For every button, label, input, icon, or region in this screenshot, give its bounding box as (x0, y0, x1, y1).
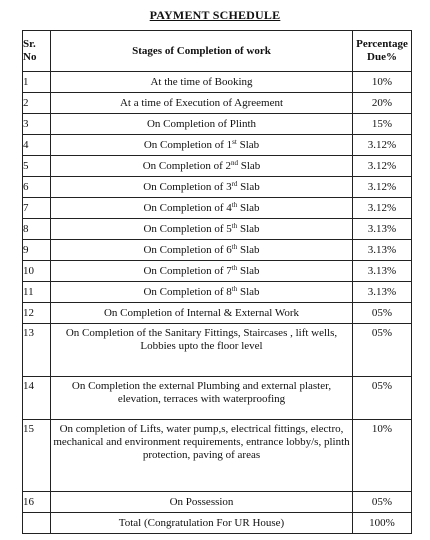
table-row (23, 240, 412, 261)
ordinal-suffix: th (231, 200, 238, 209)
header-sr-line2: No (23, 51, 37, 63)
row-stage: On Completion of Internal & External Work (51, 303, 353, 324)
row-stage: On Possession (51, 492, 353, 513)
row-percentage: 20% (353, 93, 412, 114)
row-stage: At a time of Execution of Agreement (51, 93, 353, 114)
payment-schedule-table (22, 30, 412, 534)
table-row (23, 198, 412, 219)
row-stage: On completion of Lifts, water pump,s, electrical fittings, electro, mechanical and environment requirements, entrance lobby/s, plinth protection, paving of areas (51, 420, 353, 492)
row-sr: 7 (23, 198, 51, 219)
ordinal-suffix: st (232, 137, 237, 146)
row-percentage: 10% (353, 420, 412, 492)
page-title (0, 8, 430, 23)
total-label: Total (Congratulation For UR House) (51, 513, 353, 534)
row-stage (51, 135, 353, 156)
header-pct-line2: Due% (367, 51, 397, 63)
stage-text: On Completion of 4 (143, 201, 232, 214)
row-stage: On Completion of the Sanitary Fittings, Staircases , lift wells, Lobbies upto the floor level (51, 324, 353, 377)
table-total-row (23, 513, 412, 534)
table-row (23, 282, 412, 303)
row-percentage: 3.12% (353, 177, 412, 198)
header-percentage (353, 31, 412, 72)
table-row (23, 324, 412, 377)
table-row (23, 420, 412, 492)
stage-text: On Completion of 2 (142, 159, 231, 172)
row-percentage: 3.13% (353, 219, 412, 240)
table-row (23, 156, 412, 177)
row-percentage: 3.12% (353, 198, 412, 219)
table-row (23, 492, 412, 513)
stage-text-suffix: Slab (237, 222, 260, 235)
row-sr: 2 (23, 93, 51, 114)
row-stage (51, 219, 353, 240)
ordinal-suffix: rd (231, 179, 238, 188)
row-stage: At the time of Booking (51, 72, 353, 93)
ordinal-suffix: th (231, 284, 238, 293)
row-stage: On Completion of Plinth (51, 114, 353, 135)
row-stage (51, 240, 353, 261)
row-sr: 10 (23, 261, 51, 282)
table-row (23, 114, 412, 135)
row-percentage: 10% (353, 72, 412, 93)
row-sr: 14 (23, 377, 51, 420)
row-stage (51, 198, 353, 219)
row-percentage: 15% (353, 114, 412, 135)
table-row (23, 93, 412, 114)
table-row (23, 135, 412, 156)
row-sr: 3 (23, 114, 51, 135)
stage-text: On Completion of 7 (143, 264, 232, 277)
stage-text: On Completion of 1 (143, 138, 233, 151)
stage-text: On Completion of 5 (143, 222, 232, 235)
table-row (23, 261, 412, 282)
row-percentage: 3.13% (353, 282, 412, 303)
stage-text: On Completion of 3 (143, 180, 232, 193)
row-sr: 13 (23, 324, 51, 377)
page-title-text: PAYMENT SCHEDULE (149, 8, 281, 22)
table-header-row (23, 31, 412, 72)
ordinal-suffix: th (231, 242, 238, 251)
stage-text-suffix: Slab (237, 180, 260, 193)
row-percentage: 3.12% (353, 135, 412, 156)
row-sr: 9 (23, 240, 51, 261)
stage-text-suffix: Slab (237, 264, 260, 277)
ordinal-suffix: th (231, 263, 238, 272)
row-stage (51, 282, 353, 303)
row-percentage: 05% (353, 492, 412, 513)
stage-text-suffix: Slab (236, 138, 260, 151)
stage-text: On Completion of 8 (143, 285, 232, 298)
row-percentage: 3.13% (353, 240, 412, 261)
row-sr: 11 (23, 282, 51, 303)
row-stage: On Completion the external Plumbing and external plaster, elevation, terraces with waterproofing (51, 377, 353, 420)
row-sr: 16 (23, 492, 51, 513)
row-sr: 15 (23, 420, 51, 492)
row-sr: 5 (23, 156, 51, 177)
row-stage (51, 261, 353, 282)
row-sr: 12 (23, 303, 51, 324)
table-row (23, 177, 412, 198)
table-row (23, 219, 412, 240)
row-sr: 6 (23, 177, 51, 198)
row-stage (51, 177, 353, 198)
row-stage (51, 156, 353, 177)
header-sr-line1: Sr. (23, 38, 36, 50)
header-stage: Stages of Completion of work (51, 31, 353, 72)
row-sr: 1 (23, 72, 51, 93)
header-sr-no (23, 31, 51, 72)
row-percentage: 3.13% (353, 261, 412, 282)
row-percentage: 05% (353, 303, 412, 324)
row-percentage: 3.12% (353, 156, 412, 177)
table-row (23, 303, 412, 324)
ordinal-suffix: nd (231, 158, 238, 167)
row-sr: 4 (23, 135, 51, 156)
stage-text-suffix: Slab (238, 159, 261, 172)
stage-text-suffix: Slab (237, 285, 260, 298)
stage-text-suffix: Slab (237, 201, 260, 214)
header-pct-line1: Percentage (356, 38, 408, 50)
ordinal-suffix: th (231, 221, 238, 230)
table-row (23, 72, 412, 93)
stage-text: On Completion of 6 (143, 243, 232, 256)
table-row (23, 377, 412, 420)
total-sr-empty (23, 513, 51, 534)
row-percentage: 05% (353, 324, 412, 377)
total-percentage: 100% (353, 513, 412, 534)
row-percentage: 05% (353, 377, 412, 420)
row-sr: 8 (23, 219, 51, 240)
stage-text-suffix: Slab (237, 243, 260, 256)
